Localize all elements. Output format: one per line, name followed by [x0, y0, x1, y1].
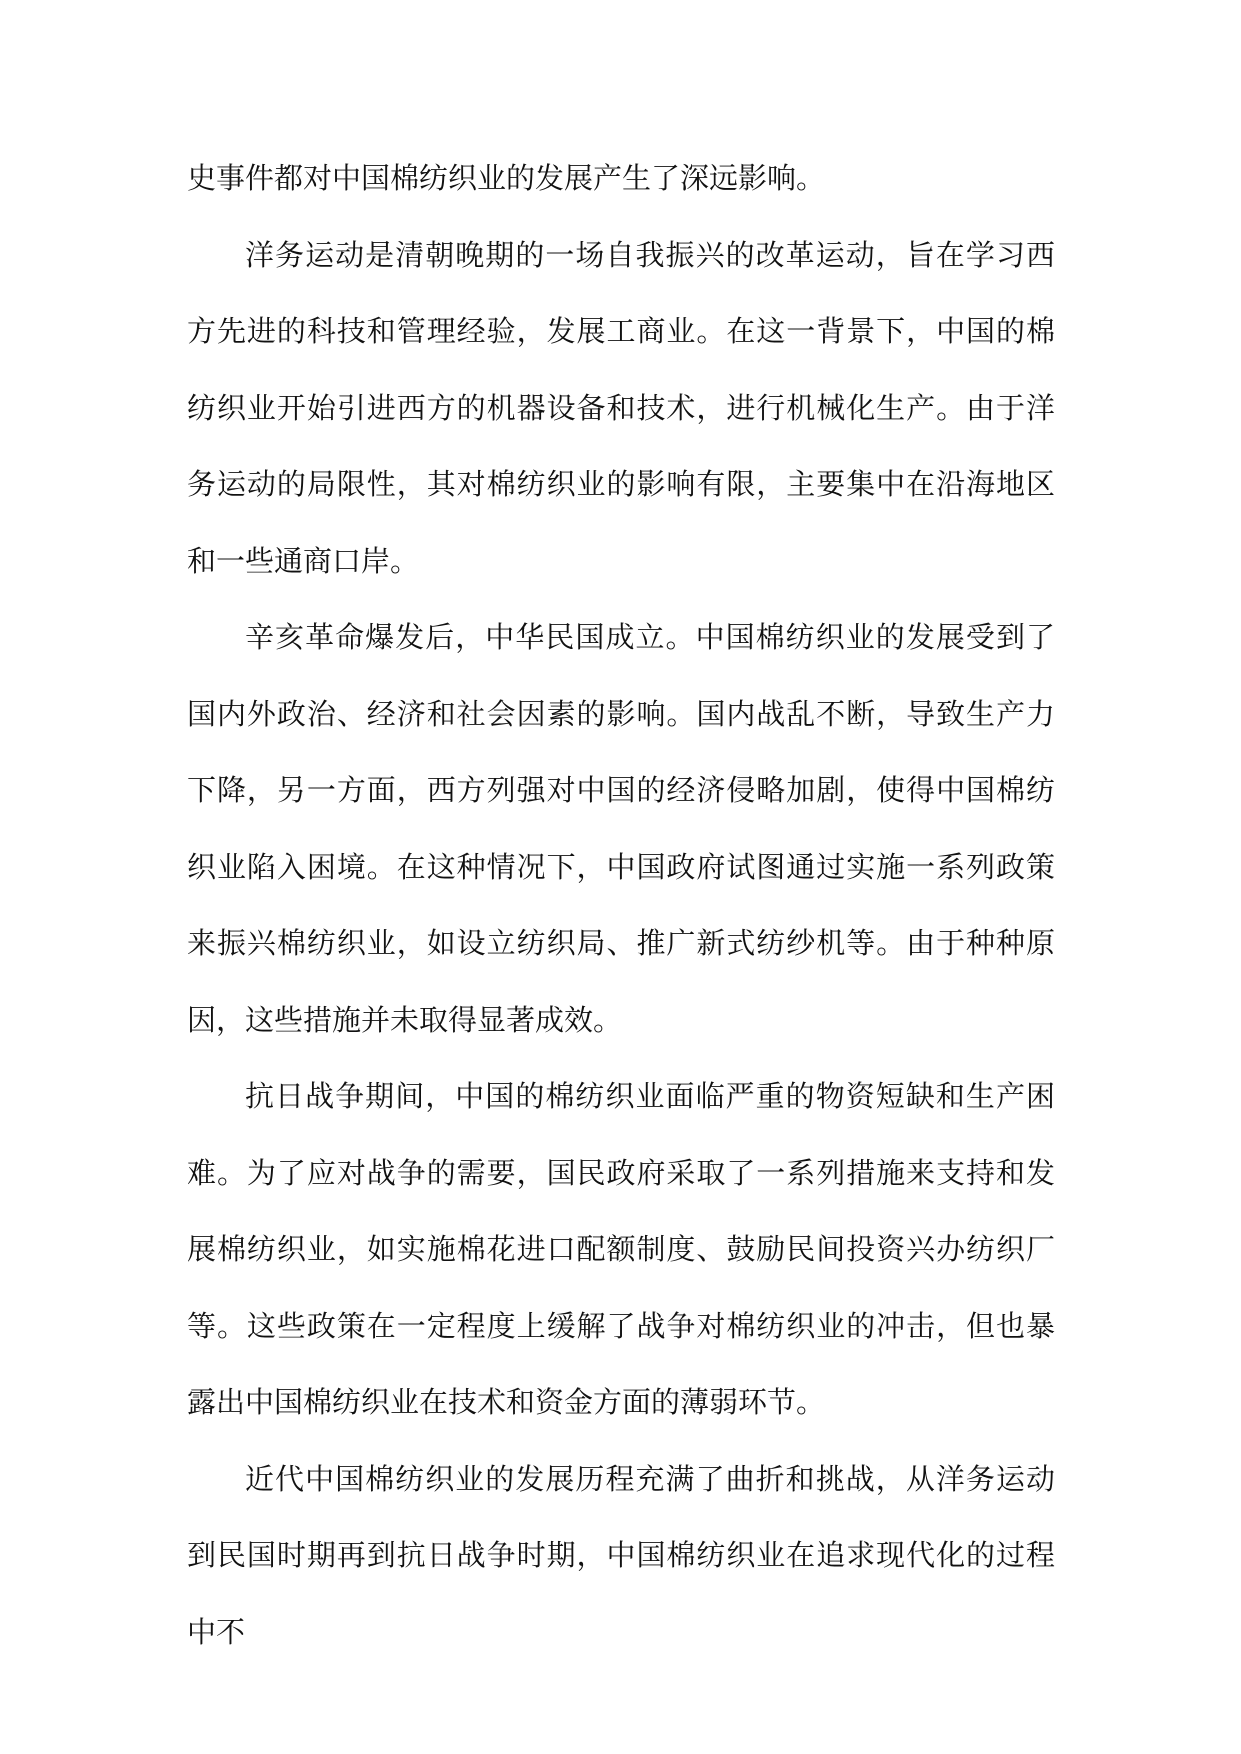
paragraph-summary: 近代中国棉纺织业的发展历程充满了曲折和挑战，从洋务运动到民国时期再到抗日战争时期，中国棉纺织业在追求现代化的过程中不	[187, 1461, 1055, 1649]
document-body	[187, 140, 1055, 1670]
paragraph-anti-japanese-war: 抗日战争期间，中国的棉纺织业面临严重的物资短缺和生产困难。为了应对战争的需要，国民政府采取了一系列措施来支持和发展棉纺织业，如实施棉花进口配额制度、鼓励民间投资兴办纺织厂等。这些政策在一定程度上缓解了战争对棉纺织业的冲击，但也暴露出中国棉纺织业在技术和资金方面的薄弱环节。	[187, 1079, 1055, 1419]
paragraph-continuation: 史事件都对中国棉纺织业的发展产生了深远影响。	[187, 161, 826, 195]
paragraph-xinhai-revolution: 辛亥革命爆发后，中华民国成立。中国棉纺织业的发展受到了国内外政治、经济和社会因素的影响。国内战乱不断，导致生产力下降，另一方面，西方列强对中国的经济侵略加剧，使得中国棉纺织业陷入困境。在这种情况下，中国政府试图通过实施一系列政策来振兴棉纺织业，如设立纺织局、推广新式纺纱机等。由于种种原因，这些措施并未取得显著成效。	[187, 620, 1055, 1037]
paragraph-westernization-movement: 洋务运动是清朝晚期的一场自我振兴的改革运动，旨在学习西方先进的科技和管理经验，发展工商业。在这一背景下，中国的棉纺织业开始引进西方的机器设备和技术，进行机械化生产。由于洋务运动的局限性，其对棉纺织业的影响有限，主要集中在沿海地区和一些通商口岸。	[187, 237, 1055, 578]
